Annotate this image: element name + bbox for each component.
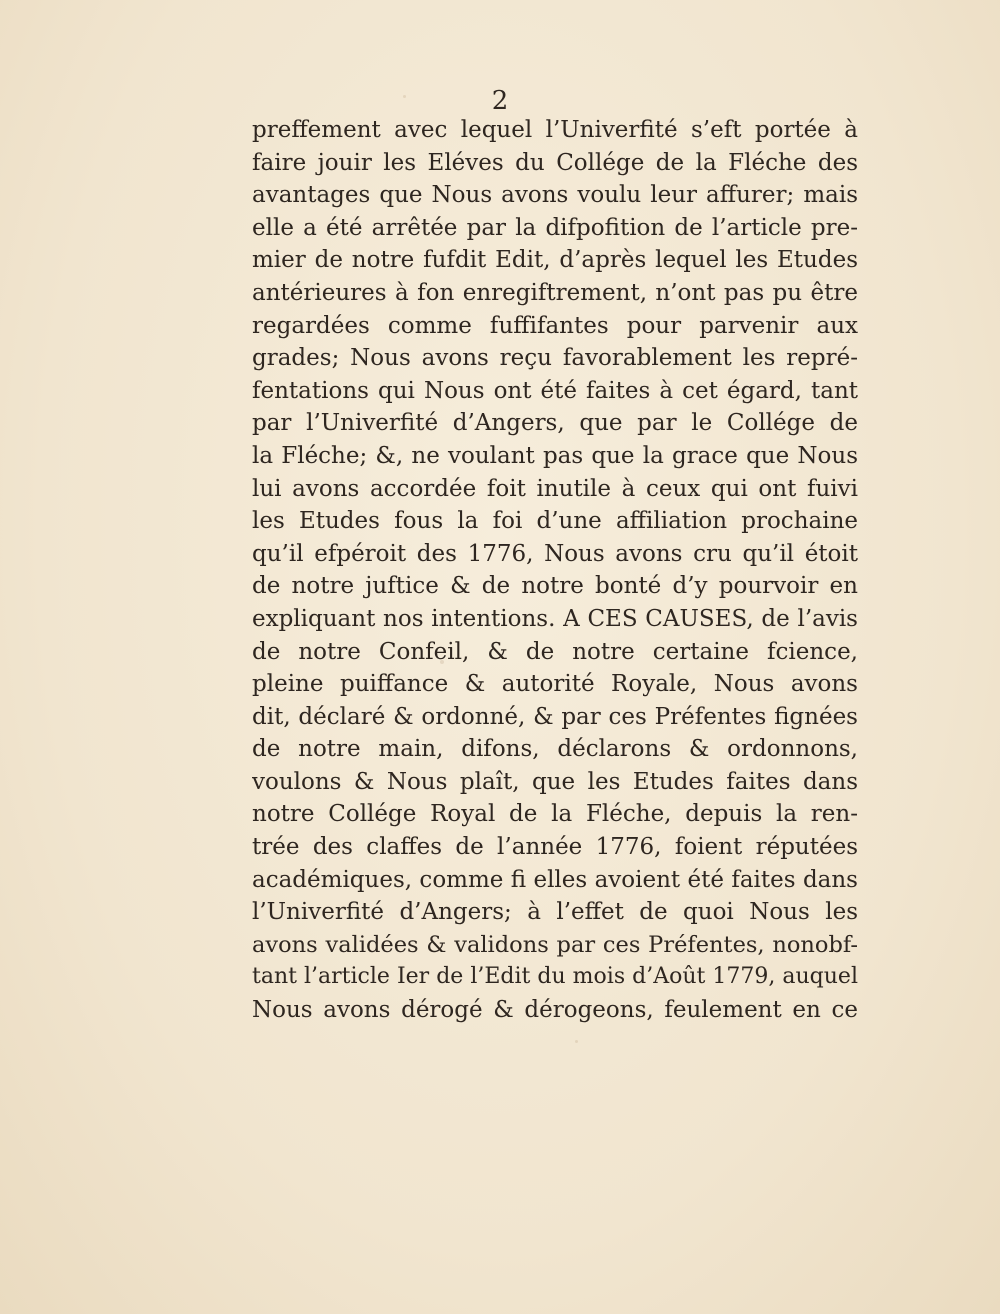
text-line: avantages que Nous avons voulu leur affurer; mais: [252, 182, 858, 209]
text-line: notre Collége Royal de la Fléche, depuis la ren-: [252, 801, 858, 828]
text-line: grades; Nous avons reçu favorablement les repré-: [252, 345, 858, 372]
text-line: dit, déclaré & ordonné, & par ces Préfentes fignées: [252, 703, 858, 730]
text-line: preffement avec lequel l’Univerfité s’eft portée à: [252, 117, 858, 143]
paper-speck: [575, 1040, 578, 1043]
text-line: fentations qui Nous ont été faites à cet égard, tant: [252, 377, 858, 404]
text-line: académiques, comme fi elles avoient été faites dans: [252, 866, 858, 893]
text-line: tant l’article Ier de l’Edit du mois d’Août 1779, auquel: [252, 964, 858, 990]
text-line: par l’Univerfité d’Angers, que par le Collége de: [252, 410, 858, 437]
body-text: [252, 114, 858, 1027]
text-line: lui avons accordée foit inutile à ceux qui ont fuivi: [252, 475, 858, 502]
text-line: Nous avons dérogé & dérogeons, feulement en ce: [252, 997, 858, 1024]
text-line: trée des claffes de l’année 1776, foient réputées: [252, 834, 858, 861]
text-line: mier de notre fufdit Edit, d’après lequel les Etudes: [252, 247, 858, 274]
text-line: de notre Confeil, & de notre certaine fcience,: [252, 638, 858, 665]
page-number: 2: [491, 86, 509, 116]
text-line: l’Univerfité d’Angers; à l’effet de quoi Nous les: [252, 899, 858, 926]
text-line: qu’il efpéroit des 1776, Nous avons cru qu’il étoit: [252, 540, 858, 567]
text-line: les Etudes fous la foi d’une affiliation prochaine: [252, 508, 858, 535]
text-line: de notre juftice & de notre bonté d’y pourvoir en: [252, 573, 858, 600]
text-line: expliquant nos intentions. A CES CAUSES, de l’avis: [252, 605, 858, 632]
text-line: elle a été arrêtée par la difpofition de l’article pre-: [252, 214, 858, 241]
text-line: voulons & Nous plaît, que les Etudes faites dans: [252, 768, 858, 795]
text-line: de notre main, difons, déclarons & ordonnons,: [252, 736, 858, 763]
text-line: la Fléche; &, ne voulant pas que la grace que Nous: [252, 442, 858, 469]
text-line: antérieures à fon enregiftrement, n’ont pas pu être: [252, 279, 858, 306]
text-line: regardées comme fuffifantes pour parvenir aux: [252, 312, 858, 339]
text-line: pleine puiffance & autorité Royale, Nous avons: [252, 671, 858, 698]
text-line: faire jouir les Eléves du Collége de la Fléche des: [252, 149, 858, 176]
text-line: avons validées & validons par ces Préfentes, nonobf-: [252, 931, 858, 958]
